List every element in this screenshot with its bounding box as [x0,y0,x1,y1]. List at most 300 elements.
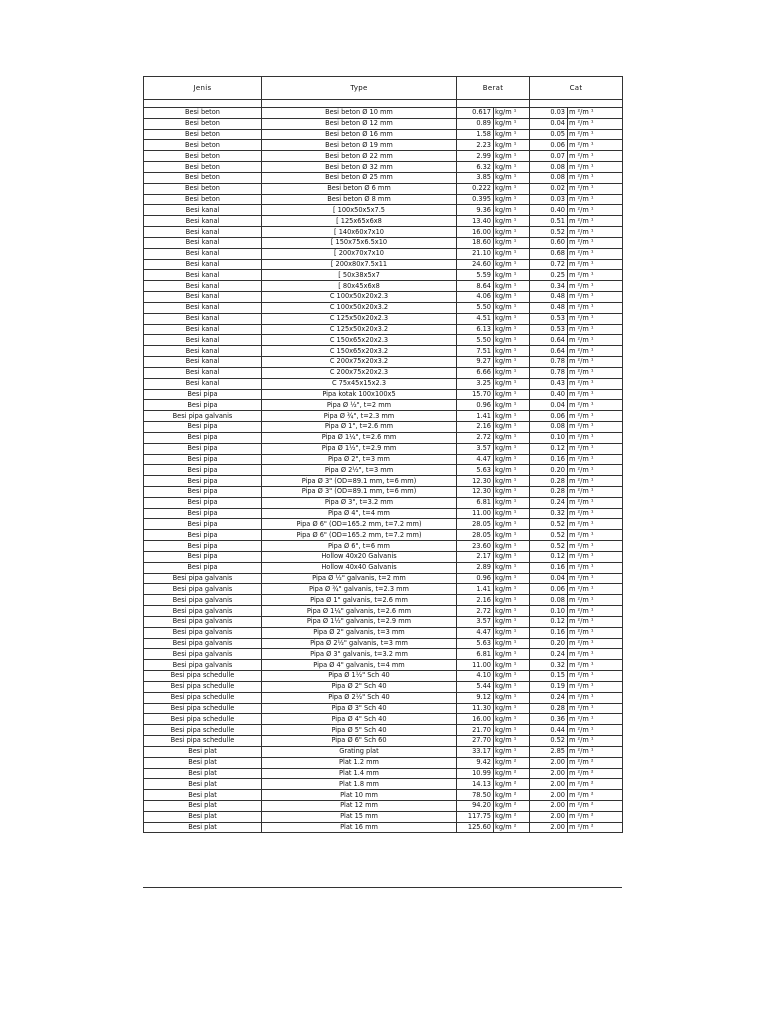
jenis-cell: Besi plat [144,822,262,833]
berat-unit-cell: kg/m ¹ [494,378,530,389]
type-cell: Hollow 40x20 Galvanis [262,551,457,562]
jenis-cell: Besi beton [144,162,262,173]
type-cell: C 100x50x20x3.2 [262,302,457,313]
cat-unit-cell: m ²/m ¹ [568,367,623,378]
type-cell: Pipa Ø 1" galvanis, t=2.6 mm [262,595,457,606]
berat-unit-cell: kg/m ¹ [494,335,530,346]
type-cell: C 200x75x20x2.3 [262,367,457,378]
cat-unit-cell: m ²/m ¹ [568,638,623,649]
cat-unit-cell: m ²/m ¹ [568,270,623,281]
type-cell: Pipa Ø 2" Sch 40 [262,681,457,692]
table-row [144,292,623,303]
berat-value-cell: 2.16 [457,422,494,433]
cat-unit-cell: m ²/m ¹ [568,411,623,422]
berat-value-cell: 5.44 [457,681,494,692]
type-cell: Pipa Ø 4" Sch 40 [262,714,457,725]
type-cell: Plat 15 mm [262,811,457,822]
table-row [144,649,623,660]
berat-value-cell: 11.00 [457,508,494,519]
type-cell: Plat 10 mm [262,790,457,801]
type-cell: Besi beton Ø 6 mm [262,183,457,194]
cat-value-cell: 0.12 [530,443,568,454]
type-cell: Besi beton Ø 12 mm [262,118,457,129]
jenis-cell: Besi kanal [144,335,262,346]
berat-value-cell: 5.63 [457,465,494,476]
table-row [144,162,623,173]
berat-value-cell: 5.50 [457,335,494,346]
jenis-cell: Besi beton [144,140,262,151]
header-berat: Berat [457,77,530,100]
berat-unit-cell: kg/m ¹ [494,281,530,292]
jenis-cell: Besi pipa [144,530,262,541]
jenis-cell: Besi pipa [144,541,262,552]
table-row [144,660,623,671]
berat-value-cell: 4.47 [457,454,494,465]
berat-value-cell: 2.72 [457,432,494,443]
type-cell: Besi beton Ø 32 mm [262,162,457,173]
jenis-cell: Besi beton [144,172,262,183]
table-row [144,638,623,649]
cat-value-cell: 0.36 [530,714,568,725]
jenis-cell: Besi pipa galvanis [144,627,262,638]
type-cell: Pipa Ø 3" galvanis, t=3.2 mm [262,649,457,660]
berat-value-cell: 2.89 [457,562,494,573]
type-cell: Pipa Ø 2", t=3 mm [262,454,457,465]
type-cell: C 150x65x20x2.3 [262,335,457,346]
cat-unit-cell: m ²/m ¹ [568,259,623,270]
cat-value-cell: 0.68 [530,248,568,259]
table-row [144,216,623,227]
type-cell: Pipa Ø 3", t=3.2 mm [262,497,457,508]
berat-unit-cell: kg/m ¹ [494,302,530,313]
jenis-cell: Besi plat [144,811,262,822]
berat-value-cell: 78.50 [457,790,494,801]
cat-unit-cell: m ²/m ¹ [568,584,623,595]
cat-unit-cell: m ²/m ¹ [568,703,623,714]
jenis-cell: Besi kanal [144,270,262,281]
berat-value-cell: 1.41 [457,584,494,595]
cat-unit-cell: m ²/m ¹ [568,692,623,703]
cat-unit-cell: m ²/m ¹ [568,129,623,140]
jenis-cell: Besi pipa [144,497,262,508]
berat-value-cell: 6.32 [457,162,494,173]
cat-unit-cell: m ²/m ¹ [568,313,623,324]
berat-unit-cell: kg/m ¹ [494,248,530,259]
cat-unit-cell: m ²/m ¹ [568,616,623,627]
jenis-cell: Besi pipa schedulle [144,692,262,703]
jenis-cell: Besi pipa galvanis [144,649,262,660]
berat-value-cell: 6.81 [457,497,494,508]
cat-value-cell: 0.28 [530,703,568,714]
jenis-cell: Besi pipa [144,443,262,454]
type-cell: Pipa Ø 6", t=6 mm [262,541,457,552]
table-row [144,801,623,812]
cat-value-cell: 0.15 [530,671,568,682]
berat-unit-cell: kg/m ¹ [494,129,530,140]
cat-value-cell: 0.06 [530,140,568,151]
berat-value-cell: 3.57 [457,443,494,454]
cat-value-cell: 0.44 [530,725,568,736]
table-row [144,151,623,162]
table-row [144,714,623,725]
type-cell: Pipa Ø 2" galvanis, t=3 mm [262,627,457,638]
berat-value-cell: 117.75 [457,811,494,822]
berat-unit-cell: kg/m ¹ [494,108,530,119]
type-cell: Plat 1.4 mm [262,768,457,779]
berat-unit-cell: kg/m ¹ [494,346,530,357]
cat-unit-cell: m ²/m ¹ [568,292,623,303]
cat-value-cell: 0.24 [530,649,568,660]
cat-value-cell: 0.08 [530,422,568,433]
berat-value-cell: 94.20 [457,801,494,812]
jenis-cell: Besi beton [144,129,262,140]
berat-unit-cell: kg/m ¹ [494,205,530,216]
jenis-cell: Besi kanal [144,227,262,238]
berat-unit-cell: kg/m ¹ [494,183,530,194]
type-cell: Pipa Ø 3" Sch 40 [262,703,457,714]
cat-value-cell: 0.51 [530,216,568,227]
jenis-cell: Besi pipa galvanis [144,660,262,671]
berat-value-cell: 2.99 [457,151,494,162]
jenis-cell: Besi pipa [144,422,262,433]
type-cell: [ 125x65x6x8 [262,216,457,227]
type-cell: C 125x50x20x2.3 [262,313,457,324]
cat-unit-cell: m ²/m ¹ [568,746,623,757]
table-row [144,790,623,801]
berat-unit-cell: kg/m ¹ [494,216,530,227]
jenis-cell: Besi kanal [144,205,262,216]
cat-value-cell: 0.78 [530,357,568,368]
berat-unit-cell: kg/m ¹ [494,422,530,433]
cat-unit-cell: m ²/m ¹ [568,595,623,606]
jenis-cell: Besi pipa schedulle [144,725,262,736]
cat-value-cell: 0.32 [530,508,568,519]
berat-value-cell: 5.59 [457,270,494,281]
jenis-cell: Besi pipa [144,508,262,519]
spacer-cell [262,100,457,108]
type-cell: Plat 1.8 mm [262,779,457,790]
type-cell: Pipa Ø 1¼", t=2.6 mm [262,432,457,443]
berat-value-cell: 6.13 [457,324,494,335]
jenis-cell: Besi pipa [144,465,262,476]
berat-value-cell: 15.70 [457,389,494,400]
berat-unit-cell: kg/m ¹ [494,562,530,573]
cat-unit-cell: m ²/m ¹ [568,248,623,259]
cat-unit-cell: m ²/m ¹ [568,237,623,248]
berat-unit-cell: kg/m ¹ [494,736,530,747]
table-row [144,443,623,454]
jenis-cell: Besi pipa [144,562,262,573]
type-cell: Pipa Ø 6" Sch 60 [262,736,457,747]
cat-unit-cell: m ²/m ¹ [568,497,623,508]
cat-unit-cell: m ²/m ¹ [568,194,623,205]
type-cell: Hollow 40x40 Galvanis [262,562,457,573]
cat-value-cell: 0.52 [530,227,568,238]
type-cell: Pipa Ø 6" (OD=165.2 mm, t=7.2 mm) [262,530,457,541]
table-row [144,573,623,584]
berat-unit-cell: kg/m ¹ [494,411,530,422]
jenis-cell: Besi pipa [144,389,262,400]
table-row [144,346,623,357]
jenis-cell: Besi pipa [144,400,262,411]
berat-unit-cell: kg/m ¹ [494,541,530,552]
table-row [144,259,623,270]
cat-unit-cell: m ²/m ² [568,801,623,812]
jenis-cell: Besi pipa [144,454,262,465]
cat-unit-cell: m ²/m ¹ [568,227,623,238]
table-row [144,616,623,627]
jenis-cell: Besi kanal [144,378,262,389]
cat-value-cell: 0.12 [530,551,568,562]
cat-value-cell: 0.48 [530,292,568,303]
berat-value-cell: 21.10 [457,248,494,259]
cat-value-cell: 0.52 [530,541,568,552]
type-cell: Pipa Ø 3" (OD=89.1 mm, t=6 mm) [262,476,457,487]
type-cell: Besi beton Ø 8 mm [262,194,457,205]
jenis-cell: Besi pipa [144,476,262,487]
berat-unit-cell: kg/m ² [494,811,530,822]
cat-unit-cell: m ²/m ² [568,811,623,822]
jenis-cell: Besi pipa schedulle [144,671,262,682]
berat-unit-cell: kg/m ¹ [494,465,530,476]
cat-unit-cell: m ²/m ¹ [568,736,623,747]
jenis-cell: Besi pipa galvanis [144,606,262,617]
type-cell: Besi beton Ø 16 mm [262,129,457,140]
type-cell: Pipa Ø 2½", t=3 mm [262,465,457,476]
jenis-cell: Besi kanal [144,292,262,303]
cat-unit-cell: m ²/m ² [568,757,623,768]
berat-unit-cell: kg/m ¹ [494,649,530,660]
table-row [144,692,623,703]
cat-unit-cell: m ²/m ² [568,779,623,790]
table-row [144,595,623,606]
cat-value-cell: 0.78 [530,367,568,378]
cat-value-cell: 0.52 [530,519,568,530]
berat-unit-cell: kg/m ¹ [494,118,530,129]
type-cell: Pipa Ø 1", t=2.6 mm [262,422,457,433]
type-cell: [ 100x50x5x7.5 [262,205,457,216]
cat-value-cell: 2.00 [530,779,568,790]
jenis-cell: Besi pipa [144,432,262,443]
berat-unit-cell: kg/m ¹ [494,497,530,508]
berat-value-cell: 4.06 [457,292,494,303]
cat-unit-cell: m ²/m ¹ [568,649,623,660]
cat-value-cell: 0.03 [530,108,568,119]
cat-value-cell: 0.34 [530,281,568,292]
berat-unit-cell: kg/m ¹ [494,638,530,649]
berat-value-cell: 0.89 [457,118,494,129]
type-cell: Pipa kotak 100x100x5 [262,389,457,400]
berat-unit-cell: kg/m ¹ [494,530,530,541]
table-row [144,389,623,400]
cat-value-cell: 0.08 [530,162,568,173]
type-cell: Pipa Ø 4" galvanis, t=4 mm [262,660,457,671]
table-row [144,432,623,443]
jenis-cell: Besi pipa galvanis [144,573,262,584]
jenis-cell: Besi kanal [144,302,262,313]
berat-value-cell: 12.30 [457,476,494,487]
type-cell: C 125x50x20x3.2 [262,324,457,335]
table-row [144,584,623,595]
cat-value-cell: 0.28 [530,476,568,487]
cat-value-cell: 0.04 [530,118,568,129]
type-cell: Pipa Ø 1½" Sch 40 [262,671,457,682]
berat-unit-cell: kg/m ¹ [494,389,530,400]
table-row [144,302,623,313]
cat-value-cell: 0.16 [530,454,568,465]
berat-value-cell: 11.00 [457,660,494,671]
berat-unit-cell: kg/m ¹ [494,194,530,205]
cat-unit-cell: m ²/m ¹ [568,443,623,454]
jenis-cell: Besi pipa galvanis [144,411,262,422]
type-cell: Pipa Ø 1¼" galvanis, t=2.6 mm [262,606,457,617]
berat-value-cell: 3.25 [457,378,494,389]
cat-unit-cell: m ²/m ¹ [568,432,623,443]
berat-unit-cell: kg/m ¹ [494,725,530,736]
berat-value-cell: 5.63 [457,638,494,649]
table-row [144,378,623,389]
cat-value-cell: 0.72 [530,259,568,270]
cat-unit-cell: m ²/m ¹ [568,725,623,736]
cat-unit-cell: m ²/m ¹ [568,519,623,530]
jenis-cell: Besi pipa galvanis [144,595,262,606]
berat-value-cell: 16.00 [457,714,494,725]
cat-unit-cell: m ²/m ¹ [568,205,623,216]
berat-value-cell: 2.72 [457,606,494,617]
berat-unit-cell: kg/m ¹ [494,172,530,183]
berat-value-cell: 2.17 [457,551,494,562]
cat-value-cell: 2.00 [530,822,568,833]
cat-unit-cell: m ²/m ¹ [568,172,623,183]
cat-value-cell: 0.28 [530,486,568,497]
type-cell: Pipa Ø 6" (OD=165.2 mm, t=7.2 mm) [262,519,457,530]
cat-unit-cell: m ²/m ¹ [568,422,623,433]
cat-unit-cell: m ²/m ¹ [568,389,623,400]
cat-value-cell: 0.53 [530,324,568,335]
type-cell: [ 80x45x6x8 [262,281,457,292]
table-row [144,519,623,530]
cat-value-cell: 2.00 [530,811,568,822]
cat-value-cell: 0.64 [530,346,568,357]
type-cell: Pipa Ø 4", t=4 mm [262,508,457,519]
cat-unit-cell: m ²/m ² [568,768,623,779]
berat-value-cell: 18.60 [457,237,494,248]
table-row [144,400,623,411]
jenis-cell: Besi kanal [144,216,262,227]
table-row [144,508,623,519]
jenis-cell: Besi pipa schedulle [144,736,262,747]
type-cell: Pipa Ø 3" (OD=89.1 mm, t=6 mm) [262,486,457,497]
type-cell: Pipa Ø ½", t=2 mm [262,400,457,411]
table-row [144,313,623,324]
cat-value-cell: 2.00 [530,757,568,768]
berat-value-cell: 0.395 [457,194,494,205]
cat-value-cell: 0.05 [530,129,568,140]
jenis-cell: Besi pipa schedulle [144,714,262,725]
cat-unit-cell: m ²/m ¹ [568,476,623,487]
berat-value-cell: 6.66 [457,367,494,378]
jenis-cell: Besi plat [144,768,262,779]
table-row [144,497,623,508]
type-cell: Pipa Ø 1½", t=2.9 mm [262,443,457,454]
cat-value-cell: 0.20 [530,638,568,649]
berat-value-cell: 24.60 [457,259,494,270]
berat-unit-cell: kg/m ¹ [494,443,530,454]
type-cell: Besi beton Ø 10 mm [262,108,457,119]
table-row [144,422,623,433]
cat-unit-cell: m ²/m ¹ [568,562,623,573]
table-row [144,627,623,638]
cat-value-cell: 0.25 [530,270,568,281]
berat-unit-cell: kg/m ¹ [494,746,530,757]
berat-unit-cell: kg/m ² [494,757,530,768]
berat-unit-cell: kg/m ¹ [494,432,530,443]
type-cell: [ 50x38x5x7 [262,270,457,281]
berat-value-cell: 3.85 [457,172,494,183]
jenis-cell: Besi plat [144,779,262,790]
cat-value-cell: 0.40 [530,205,568,216]
table-row [144,486,623,497]
table-row [144,476,623,487]
type-cell: Grating plat [262,746,457,757]
table-row [144,768,623,779]
table-row [144,367,623,378]
cat-unit-cell: m ²/m ¹ [568,346,623,357]
jenis-cell: Besi kanal [144,281,262,292]
berat-unit-cell: kg/m ¹ [494,162,530,173]
table-row [144,822,623,833]
cat-unit-cell: m ²/m ¹ [568,302,623,313]
spacer-cell [144,100,262,108]
jenis-cell: Besi kanal [144,259,262,270]
berat-unit-cell: kg/m ¹ [494,573,530,584]
jenis-cell: Besi kanal [144,237,262,248]
cat-value-cell: 0.64 [530,335,568,346]
cat-value-cell: 0.07 [530,151,568,162]
berat-value-cell: 21.70 [457,725,494,736]
cat-value-cell: 0.04 [530,400,568,411]
jenis-cell: Besi beton [144,183,262,194]
berat-unit-cell: kg/m ¹ [494,519,530,530]
table-row [144,671,623,682]
berat-unit-cell: kg/m ¹ [494,151,530,162]
cat-value-cell: 0.20 [530,465,568,476]
berat-unit-cell: kg/m ¹ [494,140,530,151]
type-cell: [ 140x60x7x10 [262,227,457,238]
cat-value-cell: 0.06 [530,584,568,595]
berat-value-cell: 1.58 [457,129,494,140]
table-row [144,681,623,692]
header-spacer-row [144,100,623,108]
cat-unit-cell: m ²/m ¹ [568,530,623,541]
cat-unit-cell: m ²/m ² [568,822,623,833]
berat-unit-cell: kg/m ¹ [494,313,530,324]
cat-value-cell: 0.24 [530,497,568,508]
berat-unit-cell: kg/m ¹ [494,584,530,595]
berat-unit-cell: kg/m ¹ [494,595,530,606]
jenis-cell: Besi kanal [144,324,262,335]
cat-value-cell: 0.48 [530,302,568,313]
table-row [144,270,623,281]
table-row [144,465,623,476]
berat-value-cell: 9.12 [457,692,494,703]
material-table-sheet [143,76,622,833]
jenis-cell: Besi kanal [144,248,262,259]
berat-unit-cell: kg/m ¹ [494,270,530,281]
table-row [144,118,623,129]
table-row [144,411,623,422]
jenis-cell: Besi plat [144,746,262,757]
